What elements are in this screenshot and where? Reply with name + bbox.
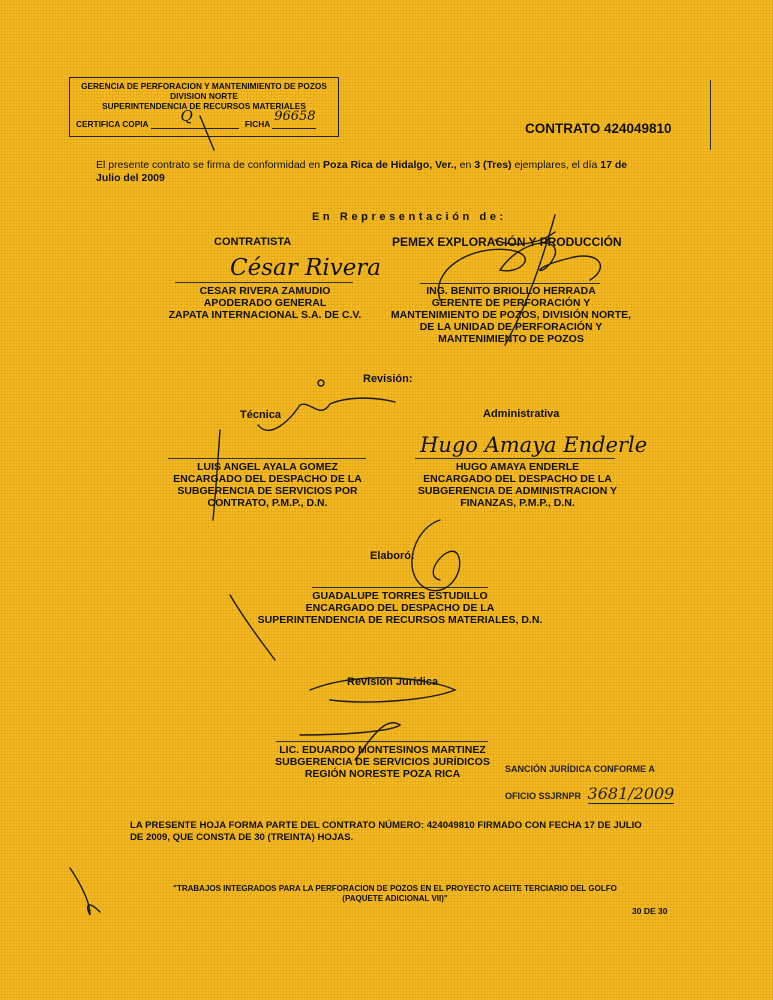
sancion-stamp [505, 764, 674, 803]
project-title-line-1: "TRABAJOS INTEGRADOS PARA LA PERFORACION DE POZOS EN EL PROYECTO ACEITE TERCIARIO DEL GOLFO [173, 884, 617, 893]
page-number: 30 DE 30 [632, 906, 668, 916]
certifica-label: CERTIFICA COPIA [76, 119, 149, 129]
administrativa-block [395, 461, 640, 509]
juridica-signature-line [276, 741, 488, 742]
juridica-role-2: REGIÓN NORESTE POZA RICA [304, 768, 461, 780]
project-title [150, 884, 640, 904]
pemex-role-2: MANTENIMIENTO DE POZOS, DIVISIÓN NORTE, [390, 309, 632, 321]
margin-initial-mark [70, 868, 100, 915]
stamp-line-3: SUPERINTENDENCIA DE RECURSOS MATERIALES [102, 101, 306, 111]
tecnica-signature-dot [318, 380, 324, 386]
pemex-name: ING. BENITO BRIOLLO HERRADA [426, 285, 596, 297]
elaboro-name: GUADALUPE TORRES ESTUDILLO [312, 590, 488, 602]
juridica-name: LIC. EDUARDO MONTESINOS MARTINEZ [279, 744, 486, 756]
administrativa-role-1: ENCARGADO DEL DESPACHO DE LA [423, 473, 612, 485]
elaboro-label: Elaboró: [370, 550, 415, 562]
elaboro-role-1: ENCARGADO DEL DESPACHO DE LA [305, 602, 495, 614]
ficha-value: 96658 [274, 109, 316, 124]
intro-text-2: en [456, 159, 475, 171]
margin-rule [710, 80, 711, 150]
administrativa-role-2: SUBGERENCIA DE ADMINISTRACION Y [417, 485, 618, 497]
contratista-block [130, 285, 400, 321]
contratista-signature: César Rivera [230, 255, 382, 281]
elaboro-signature-line [312, 587, 488, 588]
intro-date-2: Julio del 2009 [96, 172, 165, 184]
tecnica-signature-line [168, 458, 366, 459]
administrativa-name: HUGO AMAYA ENDERLE [455, 461, 580, 473]
pemex-role-3: DE LA UNIDAD DE PERFORACIÓN Y [419, 321, 603, 333]
pemex-signature-line [420, 283, 600, 284]
tecnica-role-1: ENCARGADO DEL DESPACHO DE LA [173, 473, 362, 485]
footer-note-line-2: DE 2009, QUE CONSTA DE 30 (TREINTA) HOJAS. [130, 832, 354, 843]
intro-paragraph [96, 159, 676, 185]
contract-title: CONTRATO 424049810 [525, 121, 672, 136]
ficha-label: FICHA [244, 119, 270, 129]
ficha-field [272, 109, 316, 129]
elaboro-block [240, 590, 560, 626]
tecnica-block [155, 461, 380, 509]
footer-note [130, 820, 642, 844]
oficio-label: OFICIO SSJRNPR [505, 791, 582, 801]
elaboro-signature-mark [412, 520, 460, 591]
administrativa-role-3: FINANZAS, P.M.P., D.N. [460, 497, 575, 509]
elaboro-role-2: SUPERINTENDENCIA DE RECURSOS MATERIALES, D.N. [257, 614, 543, 626]
sancion-oficio-row [505, 784, 674, 803]
administrativa-signature-line [415, 458, 615, 459]
administrativa-signature: Hugo Amaya Enderle [420, 433, 648, 457]
tecnica-label: Técnica [240, 409, 281, 421]
pemex-role-4: MANTENIMIENTO DE POZOS [438, 333, 584, 345]
stamp-certify-row [76, 107, 316, 129]
stamp-line-2: DIVISION NORTE [170, 91, 238, 101]
sancion-line-1: SANCIÓN JURÍDICA CONFORME A [505, 764, 655, 774]
juridica-role-1: SUBGERENCIA DE SERVICIOS JURÍDICOS [275, 756, 490, 768]
certifica-field [151, 107, 239, 129]
pemex-heading: PEMEX EXPLORACIÓN Y PRODUCCIÓN [392, 235, 622, 249]
footer-note-line-1: LA PRESENTE HOJA FORMA PARTE DEL CONTRATO NÚMERO: 424049810 FIRMADO CON FECHA 17 DE JULIO [130, 820, 642, 831]
contratista-role: APODERADO GENERAL [203, 297, 327, 309]
intro-place: Poza Rica de Hidalgo, Ver., [323, 159, 457, 171]
intro-text-1: El presente contrato se firma de conformidad en [96, 159, 324, 171]
pemex-role-1: GERENTE DE PERFORACIÓN Y [431, 297, 591, 309]
certification-stamp [69, 77, 339, 137]
certifica-value: Q [180, 107, 193, 125]
juridica-label: Revisión Jurídica [347, 676, 439, 688]
intro-text-3: ejemplares, el día [511, 159, 601, 171]
contratista-heading: CONTRATISTA [214, 236, 292, 248]
intro-date-1: 17 de [600, 159, 628, 171]
contratista-signature-line [175, 282, 353, 283]
oficio-value: 3681/2009 [587, 784, 675, 803]
tecnica-name: LUIS ANGEL AYALA GOMEZ [197, 461, 338, 473]
project-title-line-2: (PAQUETE ADICIONAL VII)" [342, 894, 448, 903]
intro-copies: 3 (Tres) [474, 159, 512, 171]
contratista-name: CESAR RIVERA ZAMUDIO [199, 285, 331, 297]
tecnica-role-2: SUBGERENCIA DE SERVICIOS POR [177, 485, 358, 497]
representation-heading: En Representación de: [312, 211, 507, 223]
stamp-line-1: GERENCIA DE PERFORACION Y MANTENIMIENTO DE POZOS [81, 81, 327, 91]
revision-heading: Revisión: [363, 373, 413, 385]
tecnica-role-3: CONTRATO, P.M.P., D.N. [207, 497, 328, 509]
juridica-block [255, 744, 510, 780]
contratista-company: ZAPATA INTERNACIONAL S.A. DE C.V. [168, 309, 362, 321]
administrativa-label: Administrativa [483, 408, 560, 420]
pemex-block [378, 285, 644, 345]
